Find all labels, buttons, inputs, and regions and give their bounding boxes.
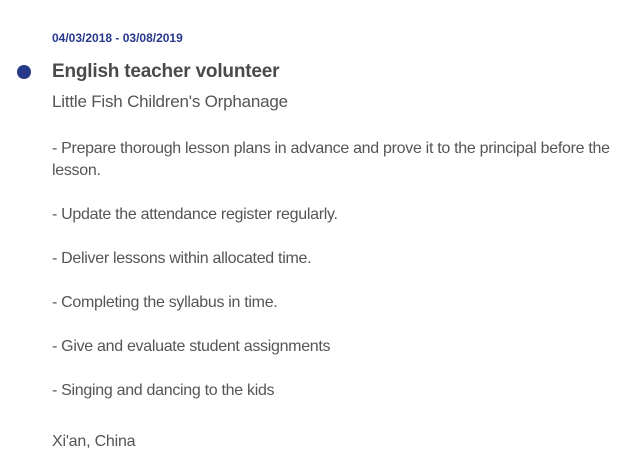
job-title: English teacher volunteer [52, 61, 280, 82]
location: Xi'an, China [52, 433, 136, 450]
organization-name: Little Fish Children's Orphanage [52, 92, 288, 111]
duty-item: - Deliver lessons within allocated time. [52, 250, 312, 267]
duty-item: - Give and evaluate student assignments [52, 338, 331, 355]
duty-item: - Singing and dancing to the kids [52, 382, 275, 399]
duties-list [52, 138, 612, 424]
date-range: 04/03/2018 - 03/08/2019 [52, 31, 183, 45]
duty-item: - Prepare thorough lesson plans in advance and prove it to the principal before the lesson. [52, 140, 610, 179]
duty-item: - Update the attendance register regularly. [52, 206, 338, 223]
timeline-dot-icon [17, 65, 31, 79]
duty-item: - Completing the syllabus in time. [52, 294, 278, 311]
